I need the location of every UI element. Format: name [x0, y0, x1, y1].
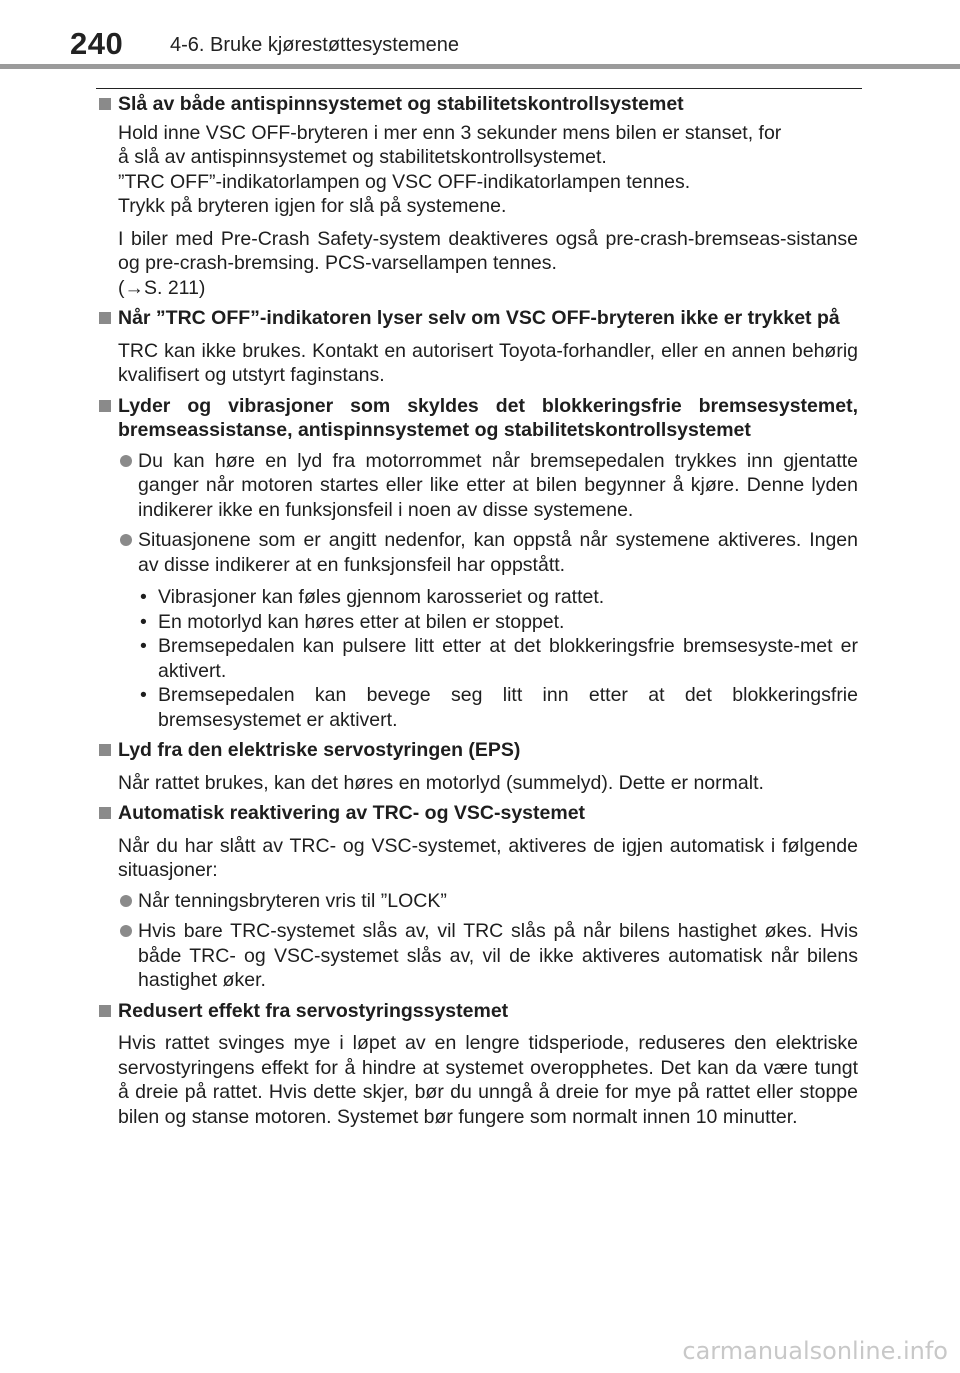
- paragraph: TRC kan ikke brukes. Kontakt en autorisert Toyota-forhandler, eller en annen behørig kvalifisert og utstyrt faginstans.: [118, 339, 858, 386]
- list-item: Situasjonene som er angitt nedenfor, kan oppstå når systemene aktiveres. Ingen av disse indikerer at en funksjonsfeil har oppstått.: [98, 528, 858, 577]
- paragraph: Når rattet brukes, kan det høres en motorlyd (summelyd). Dette er normalt.: [118, 771, 764, 794]
- section-heading: Redusert effekt fra servostyringssystemet: [98, 999, 858, 1024]
- section-heading: Automatisk reaktivering av TRC- og VSC-systemet: [98, 801, 858, 826]
- list-item: Hvis bare TRC-systemet slås av, vil TRC slås på når bilens hastighet økes. Hvis både TRC- og VSC-systemet slås av, vil de ikke aktiveres automatisk når bilens hastighet øker.: [98, 919, 858, 993]
- section-disable-trc-vsc: [98, 92, 858, 300]
- section-heading: Lyd fra den elektriske servostyringen (EPS): [98, 738, 858, 763]
- circle-bullet-icon: [120, 455, 132, 467]
- square-bullet-icon: [99, 400, 111, 412]
- list-item: • En motorlyd kan høres etter at bilen er stoppet.: [140, 610, 565, 633]
- square-bullet-icon: [99, 98, 111, 110]
- page-header: [0, 0, 960, 64]
- list-item: Når tenningsbryteren vris til ”LOCK”: [98, 889, 858, 914]
- paragraph: Når du har slått av TRC- og VSC-systemet, aktiveres de igjen automatisk i følgende situasjoner:: [118, 834, 858, 881]
- square-bullet-icon: [99, 312, 111, 324]
- circle-bullet-icon: [120, 534, 132, 546]
- section-eps-sound: [98, 738, 858, 795]
- top-rule: [96, 88, 862, 89]
- section-trc-off-indicator: [98, 306, 858, 388]
- header-divider: [0, 64, 960, 69]
- circle-bullet-icon: [120, 895, 132, 907]
- square-bullet-icon: [99, 807, 111, 819]
- section-heading: Lyder og vibrasjoner som skyldes det blokkeringsfrie bremsesystemet, bremseassistanse, antispinnsystemet og stabilitetskontrollsystemet: [98, 394, 858, 443]
- paragraph: I biler med Pre-Crash Safety-system deaktiveres også pre-crash-bremseas-sistanse og pre-crash-bremsing. PCS-varsellampen tennes. (→S. 211): [118, 227, 858, 299]
- paragraph: Hvis rattet svinges mye i løpet av en lengre tidsperiode, reduseres den elektriske servostyringens effekt for å hindre at systemet overopphetes. Det kan da være tungt å dreie på rattet. Hvis dette skjer, bør du unngå å dreie for mye på rattet eller stoppe bilen og stanse motoren. Systemet bør fungere som normalt innen 10 minutter.: [118, 1032, 858, 1128]
- section-heading: Når ”TRC OFF”-indikatoren lyser selv om VSC OFF-bryteren ikke er trykket på: [98, 306, 858, 331]
- watermark: carmanualsonline.info: [682, 1337, 948, 1365]
- square-bullet-icon: [99, 744, 111, 756]
- bullet-list: [98, 585, 858, 732]
- list-item: • Bremsepedalen kan bevege seg litt inn etter at det blokkeringsfrie bremsesystemet er aktivert.: [140, 684, 858, 731]
- list-item: • Vibrasjoner kan føles gjennom karosseriet og rattet.: [140, 586, 605, 608]
- list-item: • Bremsepedalen kan pulsere litt etter at det blokkeringsfrie bremsesyste-met er aktivert.: [140, 635, 858, 682]
- circle-bullet-icon: [120, 925, 132, 937]
- square-bullet-icon: [99, 1005, 111, 1017]
- section-heading: Slå av både antispinnsystemet og stabilitetskontrollsystemet: [98, 92, 858, 117]
- chapter-title: 4-6. Bruke kjørestøttesystemene: [170, 34, 459, 56]
- section-sounds-vibrations: [98, 394, 858, 733]
- page-number: 240: [70, 26, 124, 61]
- list-item: Du kan høre en lyd fra motorrommet når bremsepedalen trykkes inn gjentatte ganger når motoren startes eller like etter at bilen begynner å kjøre. Denne lyden indikerer ikke en funksjonsfeil i noen av disse systemene.: [98, 449, 858, 523]
- page-content: [98, 92, 858, 1135]
- page-reference-link[interactable]: (→S. 211): [118, 276, 206, 299]
- section-reduced-power-steering: [98, 999, 858, 1130]
- section-auto-reactivation: [98, 801, 858, 993]
- paragraph: Hold inne VSC OFF-bryteren i mer enn 3 sekunder mens bilen er stanset, for å slå av antispinnsystemet og stabilitetskontrollsystemet. ”TRC OFF”-indikatorlampen og VSC OFF-indikatorlampen tennes. Trykk på bryteren igjen for slå på systemene.: [118, 121, 782, 217]
